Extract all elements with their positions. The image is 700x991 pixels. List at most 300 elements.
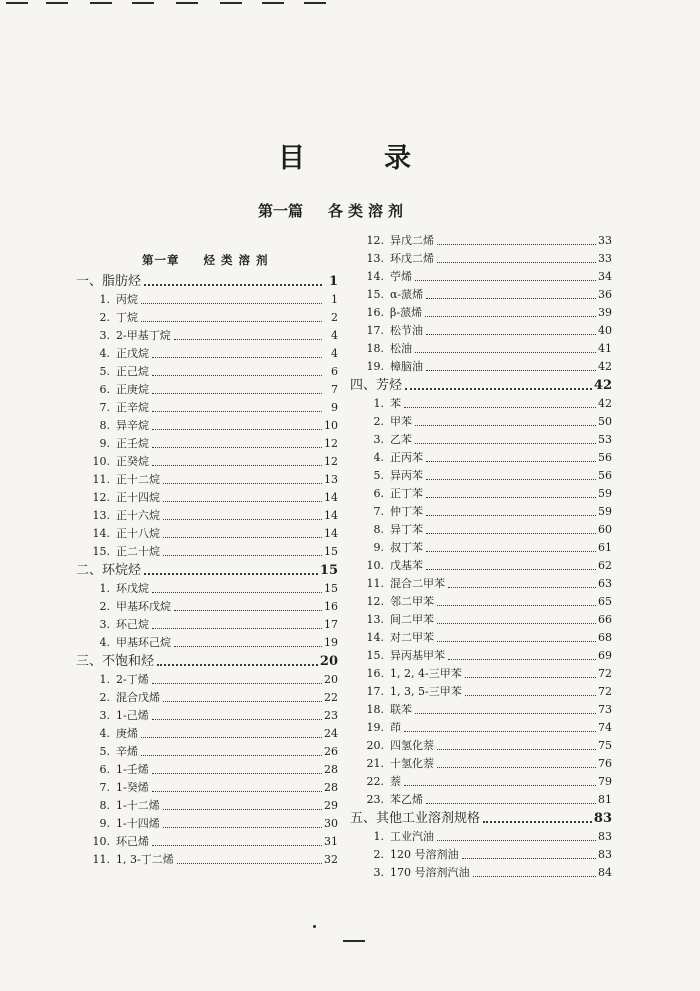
toc-leader-dots — [437, 623, 596, 624]
toc-item-label: 异丙苯 — [390, 469, 423, 482]
toc-item-number: 2. — [373, 415, 384, 428]
toc-item-label: 松油 — [390, 342, 412, 355]
toc-item-label: 正十六烷 — [116, 509, 160, 522]
toc-page-number: 62 — [598, 559, 612, 572]
toc-leader-dots — [437, 262, 596, 263]
toc-item-entry — [76, 689, 338, 707]
toc-item-number: 7. — [373, 505, 384, 518]
toc-leader-dots — [483, 821, 592, 823]
toc-page-number: 15 — [319, 563, 338, 578]
toc-leader-dots — [437, 605, 596, 606]
toc-item-label: 邻二甲苯 — [390, 595, 434, 608]
toc-item-number: 13. — [366, 613, 384, 626]
toc-leader-dots — [163, 555, 322, 556]
toc-item-entry — [350, 250, 612, 268]
toc-item-label: 环己烯 — [116, 835, 149, 848]
toc-item-label: 仲丁苯 — [390, 505, 423, 518]
toc-leader-dots — [163, 701, 322, 702]
toc-page-number: 74 — [598, 721, 612, 734]
toc-leader-dots — [157, 664, 318, 666]
toc-item-entry — [350, 322, 612, 340]
toc-item-entry — [76, 580, 338, 598]
toc-page-number: 33 — [598, 252, 612, 265]
toc-item-label: 混合戊烯 — [116, 691, 160, 704]
toc-item-entry — [350, 755, 612, 773]
toc-item-label: 正辛烷 — [116, 401, 149, 414]
toc-item-number: 19. — [366, 721, 384, 734]
toc-leader-dots — [404, 407, 596, 408]
toc-item-label: 苯 — [390, 397, 401, 410]
toc-item-entry — [76, 381, 338, 399]
toc-item-entry — [350, 737, 612, 755]
toc-item-number: 16. — [366, 306, 384, 319]
toc-page-number: 12 — [324, 437, 338, 450]
toc-item-entry — [350, 647, 612, 665]
toc-leader-dots — [426, 298, 596, 299]
toc-item-entry — [350, 358, 612, 376]
toc-page-number: 23 — [324, 709, 338, 722]
toc-item-entry — [350, 665, 612, 683]
toc-page-number: 10 — [324, 419, 338, 432]
toc-item-label: β-蒎烯 — [390, 306, 423, 319]
toc-item-entry — [76, 399, 338, 417]
toc-page-number: 17 — [324, 618, 338, 631]
toc-page-number: 83 — [598, 830, 612, 843]
toc-item-label: 正癸烷 — [116, 455, 149, 468]
toc-item-label: 正丁苯 — [390, 487, 423, 500]
toc-page-number: 75 — [598, 739, 612, 752]
toc-item-number: 1. — [99, 673, 110, 686]
toc-item-label: 甲基环戊烷 — [116, 600, 171, 613]
toc-item-label: 环戊烷 — [116, 582, 149, 595]
toc-item-entry — [350, 557, 612, 575]
toc-page-number: 30 — [324, 817, 338, 830]
toc-right-list — [350, 376, 612, 882]
toc-leader-dots — [448, 587, 596, 588]
toc-section-entry — [76, 561, 338, 580]
toc-leader-dots — [144, 573, 318, 575]
toc-leader-dots — [462, 858, 597, 859]
toc-item-entry — [76, 471, 338, 489]
toc-page-number: 32 — [324, 853, 338, 866]
toc-page-number: 31 — [324, 835, 338, 848]
toc-item-entry — [76, 291, 338, 309]
toc-item-entry — [350, 773, 612, 791]
toc-page-number: 72 — [598, 685, 612, 698]
toc-item-label: 乙苯 — [390, 433, 412, 446]
toc-item-label: 正己烷 — [116, 365, 149, 378]
toc-item-number: 8. — [373, 523, 384, 536]
chapter-number: 第一章 — [142, 253, 180, 267]
toc-leader-dots — [426, 479, 596, 480]
toc-page-number: 20 — [319, 654, 338, 669]
toc-item-number: 3. — [373, 433, 384, 446]
toc-page-number: 6 — [331, 365, 338, 378]
toc-item-entry — [350, 503, 612, 521]
toc-item-entry — [350, 611, 612, 629]
toc-page-number: 2 — [331, 311, 338, 324]
toc-item-entry — [76, 598, 338, 616]
toc-item-label: 间二甲苯 — [390, 613, 434, 626]
toc-page-number: 9 — [331, 401, 338, 414]
toc-leader-dots — [415, 280, 596, 281]
toc-item-number: 3. — [99, 329, 110, 342]
toc-page-number: 84 — [598, 866, 612, 879]
toc-item-number: 2. — [373, 848, 384, 861]
toc-page-number: 29 — [324, 799, 338, 812]
toc-item-number: 22. — [366, 775, 384, 788]
part-number: 第一篇 — [258, 202, 304, 220]
toc-item-label: 1-壬烯 — [116, 763, 149, 776]
toc-item-entry — [76, 417, 338, 435]
toc-item-label: 120 号溶剂油 — [390, 848, 459, 861]
toc-item-entry — [76, 453, 338, 471]
toc-item-label: 苯乙烯 — [390, 793, 423, 806]
toc-page-number: 69 — [598, 649, 612, 662]
toc-item-label: 170 号溶剂汽油 — [390, 866, 470, 879]
toc-item-label: 异丁苯 — [390, 523, 423, 536]
toc-item-label: 丁烷 — [116, 311, 138, 324]
toc-item-entry — [76, 345, 338, 363]
toc-item-number: 5. — [99, 365, 110, 378]
toc-item-number: 17. — [366, 324, 384, 337]
scan-bottom-mark — [343, 940, 365, 942]
toc-item-entry — [350, 864, 612, 882]
toc-leader-dots — [152, 465, 322, 466]
toc-page-number: 16 — [324, 600, 338, 613]
toc-item-entry — [350, 286, 612, 304]
toc-item-number: 11. — [92, 473, 110, 486]
toc-item-number: 2. — [99, 600, 110, 613]
toc-leader-dots — [141, 321, 322, 322]
toc-item-label: 1, 3-丁二烯 — [116, 853, 174, 866]
toc-page-number: 42 — [593, 378, 612, 393]
toc-item-label: 庚烯 — [116, 727, 138, 740]
toc-page-number: 56 — [598, 451, 612, 464]
toc-page-number: 56 — [598, 469, 612, 482]
toc-item-entry — [350, 268, 612, 286]
toc-item-entry — [76, 833, 338, 851]
toc-item-number: 14. — [366, 270, 384, 283]
toc-item-entry — [76, 671, 338, 689]
toc-item-number: 5. — [373, 469, 384, 482]
toc-page-number: 42 — [598, 397, 612, 410]
toc-item-label: 环己烷 — [116, 618, 149, 631]
toc-leader-dots — [426, 334, 596, 335]
toc-item-entry — [350, 719, 612, 737]
toc-page-number: 28 — [324, 763, 338, 776]
toc-page-number: 22 — [324, 691, 338, 704]
toc-leader-dots — [425, 316, 596, 317]
toc-page-number: 66 — [598, 613, 612, 626]
toc-page-number: 1 — [331, 293, 338, 306]
title-char-2: 录 — [384, 143, 411, 174]
toc-leader-dots — [437, 641, 596, 642]
toc-item-label: 1-十二烯 — [116, 799, 160, 812]
toc-item-number: 6. — [99, 763, 110, 776]
toc-item-entry — [76, 815, 338, 833]
toc-item-number: 3. — [99, 618, 110, 631]
toc-leader-dots — [437, 767, 596, 768]
toc-page-number: 36 — [598, 288, 612, 301]
toc-item-label: 茚 — [390, 721, 401, 734]
toc-item-entry — [350, 593, 612, 611]
toc-item-entry — [76, 309, 338, 327]
toc-leader-dots — [152, 447, 322, 448]
toc-item-label: 混合二甲苯 — [390, 577, 445, 590]
toc-item-entry — [350, 846, 612, 864]
toc-item-number: 9. — [373, 541, 384, 554]
toc-item-number: 12. — [366, 234, 384, 247]
toc-page-number: 15 — [324, 545, 338, 558]
toc-item-number: 20. — [366, 739, 384, 752]
toc-item-number: 15. — [366, 288, 384, 301]
scan-speck — [313, 925, 316, 928]
toc-item-label: 正庚烷 — [116, 383, 149, 396]
toc-item-entry — [350, 521, 612, 539]
toc-left-column — [76, 248, 338, 869]
toc-section-label: 二、环烷烃 — [76, 563, 142, 578]
toc-leader-dots — [437, 244, 596, 245]
toc-item-number: 1. — [99, 582, 110, 595]
toc-item-entry — [350, 340, 612, 358]
toc-item-entry — [76, 743, 338, 761]
toc-item-number: 7. — [99, 401, 110, 414]
toc-leader-dots — [152, 393, 322, 394]
toc-item-label: 正十四烷 — [116, 491, 160, 504]
toc-leader-dots — [426, 551, 596, 552]
part-name: 各类溶剂 — [328, 202, 409, 220]
toc-item-label: 萘 — [390, 775, 401, 788]
toc-leader-dots — [141, 755, 322, 756]
toc-leader-dots — [163, 501, 322, 502]
toc-item-number: 9. — [99, 437, 110, 450]
toc-page-number: 14 — [324, 509, 338, 522]
toc-page-number: 76 — [598, 757, 612, 770]
toc-page-number: 33 — [598, 234, 612, 247]
toc-item-label: 正丙苯 — [390, 451, 423, 464]
toc-item-number: 19. — [366, 360, 384, 373]
toc-leader-dots — [152, 429, 322, 430]
toc-item-entry — [350, 449, 612, 467]
toc-item-entry — [350, 683, 612, 701]
toc-item-label: 辛烯 — [116, 745, 138, 758]
toc-leader-dots — [152, 719, 322, 720]
toc-item-entry — [350, 539, 612, 557]
toc-leader-dots — [437, 840, 596, 841]
toc-leader-dots — [426, 370, 596, 371]
toc-item-entry — [350, 575, 612, 593]
toc-page-number: 14 — [324, 527, 338, 540]
toc-item-entry — [76, 707, 338, 725]
toc-leader-dots — [437, 749, 596, 750]
toc-item-number: 21. — [366, 757, 384, 770]
toc-page-number: 40 — [598, 324, 612, 337]
toc-item-label: 丙烷 — [116, 293, 138, 306]
toc-page-number: 53 — [598, 433, 612, 446]
toc-leader-dots — [152, 357, 322, 358]
toc-page-number: 83 — [593, 811, 612, 826]
toc-leader-dots — [163, 483, 322, 484]
toc-page-number: 41 — [598, 342, 612, 355]
toc-item-label: 正戊烷 — [116, 347, 149, 360]
toc-item-entry — [350, 828, 612, 846]
toc-item-entry — [350, 467, 612, 485]
toc-leader-dots — [163, 827, 322, 828]
toc-leader-dots — [405, 388, 592, 390]
toc-item-label: 正壬烷 — [116, 437, 149, 450]
toc-item-number: 6. — [99, 383, 110, 396]
toc-item-label: 1, 3, 5-三甲苯 — [390, 685, 462, 698]
toc-item-entry — [76, 725, 338, 743]
toc-page-number: 19 — [324, 636, 338, 649]
toc-section-label: 四、芳烃 — [350, 378, 403, 393]
toc-page-number: 28 — [324, 781, 338, 794]
toc-leader-dots — [152, 375, 322, 376]
toc-item-number: 1. — [373, 397, 384, 410]
toc-item-number: 12. — [366, 595, 384, 608]
toc-leader-dots — [426, 803, 596, 804]
toc-leader-dots — [415, 443, 596, 444]
toc-item-entry — [76, 435, 338, 453]
toc-page-number: 72 — [598, 667, 612, 680]
toc-leader-dots — [426, 461, 596, 462]
toc-item-number: 4. — [99, 636, 110, 649]
toc-leader-dots — [415, 352, 596, 353]
toc-item-label: 松节油 — [390, 324, 423, 337]
toc-item-number: 15. — [92, 545, 110, 558]
toc-item-label: 联苯 — [390, 703, 412, 716]
toc-leader-dots — [404, 731, 596, 732]
toc-item-number: 4. — [99, 347, 110, 360]
toc-item-label: 1-己烯 — [116, 709, 149, 722]
toc-leader-dots — [426, 569, 596, 570]
toc-item-number: 4. — [373, 451, 384, 464]
toc-item-label: 1, 2, 4-三甲苯 — [390, 667, 462, 680]
toc-item-number: 18. — [366, 342, 384, 355]
toc-item-number: 12. — [92, 491, 110, 504]
toc-item-entry — [350, 413, 612, 431]
chapter-name: 烃 类 溶 剂 — [203, 253, 269, 267]
toc-leader-dots — [174, 610, 322, 611]
toc-item-label: 戊基苯 — [390, 559, 423, 572]
toc-item-label: 2-丁烯 — [116, 673, 149, 686]
toc-item-number: 10. — [92, 835, 110, 848]
toc-section-label: 三、不饱和烃 — [76, 654, 155, 669]
toc-leader-dots — [163, 537, 322, 538]
toc-item-number: 9. — [99, 817, 110, 830]
toc-leader-dots — [448, 659, 596, 660]
toc-item-label: 樟脑油 — [390, 360, 423, 373]
toc-item-label: 苧烯 — [390, 270, 412, 283]
toc-leader-dots — [174, 339, 322, 340]
toc-item-entry — [76, 779, 338, 797]
toc-item-number: 14. — [366, 631, 384, 644]
toc-page-number: 13 — [324, 473, 338, 486]
toc-item-entry — [350, 629, 612, 647]
toc-leader-dots — [465, 695, 596, 696]
toc-leader-dots — [141, 737, 322, 738]
toc-item-number: 1. — [373, 830, 384, 843]
toc-item-number: 3. — [99, 709, 110, 722]
toc-page-number: 4 — [331, 329, 338, 342]
toc-page-number: 59 — [598, 505, 612, 518]
toc-item-entry — [76, 327, 338, 345]
toc-leader-dots — [163, 519, 322, 520]
toc-page-number: 42 — [598, 360, 612, 373]
toc-leader-dots — [465, 677, 596, 678]
toc-leader-dots — [152, 411, 322, 412]
toc-leader-dots — [144, 284, 322, 286]
toc-page-number: 14 — [324, 491, 338, 504]
toc-item-label: 对二甲苯 — [390, 631, 434, 644]
toc-item-label: 四氢化萘 — [390, 739, 434, 752]
toc-leader-dots — [404, 785, 596, 786]
toc-page-number: 24 — [324, 727, 338, 740]
toc-item-number: 2. — [99, 311, 110, 324]
toc-section-entry — [76, 272, 338, 291]
toc-item-label: 2-甲基丁烷 — [116, 329, 171, 342]
toc-item-entry — [350, 304, 612, 322]
toc-leader-dots — [177, 863, 322, 864]
toc-item-number: 1. — [99, 293, 110, 306]
chapter-heading — [76, 248, 338, 272]
toc-page-number: 50 — [598, 415, 612, 428]
toc-page-number: 26 — [324, 745, 338, 758]
toc-item-entry — [350, 395, 612, 413]
toc-section-entry — [76, 652, 338, 671]
title-char-1: 目 — [278, 143, 305, 174]
toc-item-entry — [76, 851, 338, 869]
toc-item-entry — [350, 485, 612, 503]
toc-leader-dots — [426, 515, 596, 516]
toc-section-label: 一、脂肪烃 — [76, 274, 142, 289]
toc-item-entry — [76, 761, 338, 779]
toc-item-number: 15. — [366, 649, 384, 662]
toc-item-number: 5. — [99, 745, 110, 758]
toc-item-number: 7. — [99, 781, 110, 794]
toc-page-number: 20 — [324, 673, 338, 686]
toc-section-entry — [350, 376, 612, 395]
toc-page-number: 61 — [598, 541, 612, 554]
toc-section-label: 五、其他工业溶剂规格 — [350, 811, 481, 826]
toc-item-number: 17. — [366, 685, 384, 698]
toc-page-number: 63 — [598, 577, 612, 590]
toc-item-number: 18. — [366, 703, 384, 716]
toc-item-number: 23. — [366, 793, 384, 806]
scan-top-marks — [0, 2, 340, 8]
toc-item-label: 异戊二烯 — [390, 234, 434, 247]
toc-item-entry — [76, 797, 338, 815]
toc-item-label: 十氢化萘 — [390, 757, 434, 770]
toc-item-label: 正十二烷 — [116, 473, 160, 486]
toc-item-number: 3. — [373, 866, 384, 879]
toc-item-label: 1-癸烯 — [116, 781, 149, 794]
toc-item-number: 13. — [92, 509, 110, 522]
toc-page-number: 79 — [598, 775, 612, 788]
toc-item-number: 4. — [99, 727, 110, 740]
toc-item-label: 异辛烷 — [116, 419, 149, 432]
toc-page-number: 83 — [598, 848, 612, 861]
toc-item-label: 甲苯 — [390, 415, 412, 428]
toc-page-number: 1 — [328, 274, 338, 289]
toc-page-number: 15 — [324, 582, 338, 595]
toc-right-column — [350, 232, 612, 882]
toc-item-label: 叔丁苯 — [390, 541, 423, 554]
toc-page-number: 73 — [598, 703, 612, 716]
toc-leader-dots — [163, 809, 322, 810]
toc-item-label: 异丙基甲苯 — [390, 649, 445, 662]
